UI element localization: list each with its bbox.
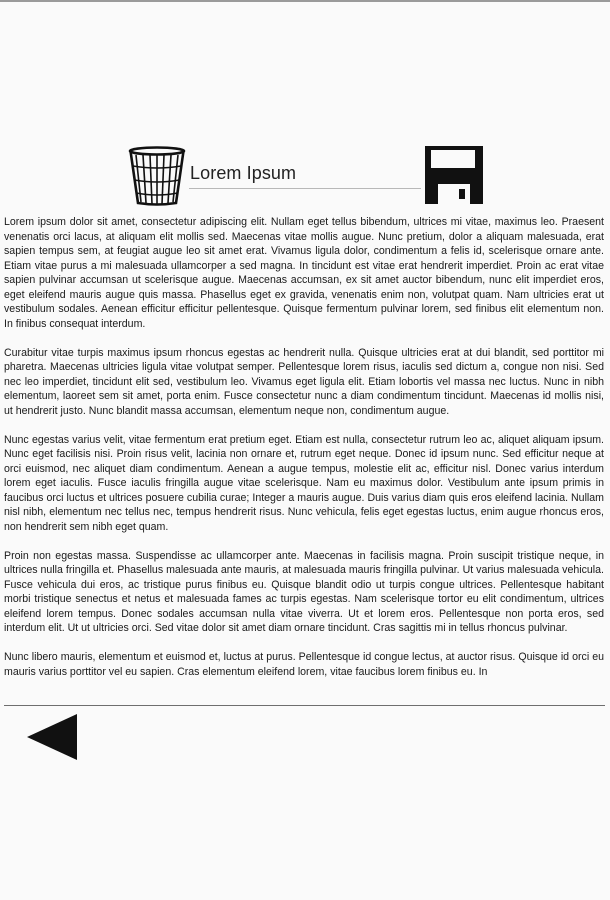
paragraph: Nunc egestas varius velit, vitae fermentum erat pretium eget. Etiam est nulla, consectetur rutrum leo ac, aliquet aliquam ipsum. Nunc eget facilisis nisi. Proin risus velit, lacinia non ornare et, rutrum eget neque. Donec id ipsum nunc. Sed efficitur neque at orci euismod, nec aliquet diam condimentum. Aenean a augue tempus, molestie elit ac, efficitur nisl. Donec varius interdum lorem eget iaculis. Fusce iaculis fringilla augue vitae scelerisque. Nam eu maximus dolor. Vestibulum ante ipsum primis in faucibus orci luctus et ultrices posuere cubilia curae; Integer a mauris augue. Duis varius diam quis eros eleifend lacinia. Nullam nisl nibh, elementum nec tellus nec, tempus hendrerit risus. Nunc vehicula, felis eget egestas luctus, enim augue rhoncus eros, non hendrerit sem nibh eget quam. (4, 433, 604, 533)
paragraph: Curabitur vitae turpis maximus ipsum rhoncus egestas ac hendrerit nulla. Quisque ultricies erat at dui blandit, sed porttitor mi pharetra. Maecenas ultricies ligula vitae volutpat semper. Pellentesque lorem risus, iaculis sed dictum a, congue non nisi. Sed nec leo imperdiet, tincidunt elit sed, vestibulum leo. Vivamus eget ligula elit. Etiam lobortis vel massa nec luctus. Nunc in nibh elementum, laoreet sem sit amet, porta enim. Fusce consectetur nunc a diam condimentum tincidunt. Maecenas id mollis nisi, ut hendrerit justo. Nunc blandit massa accumsan, elementum neque non, condimentum augue. (4, 346, 604, 417)
trash-icon (128, 146, 186, 206)
save-icon (425, 146, 483, 204)
delete-button[interactable] (128, 146, 186, 206)
back-arrow-icon (27, 714, 77, 760)
save-button[interactable] (425, 146, 483, 204)
paragraph: Lorem ipsum dolor sit amet, consectetur adipiscing elit. Nullam eget tellus bibendum, ultrices mi vitae, maximus leo. Praesent venenatis orci lacus, at aliquam elit mollis sed. Maecenas vitae mollis augue. Nunc pretium, dolor a aliquam malesuada, erat sapien tempus sem, at feugiat augue leo sit amet erat. Vivamus ligula dolor, condimentum a felis id, scelerisque ornare ante. Etiam vitae purus a mi malesuada ullamcorper a sed magna. In tincidunt est vitae erat hendrerit imperdiet. Proin ac erat vitae sapien pulvinar accumsan ut scelerisque augue. Maecenas accumsan, ex sit amet auctor bibendum, nunc elit imperdiet eros, eget eleifend mauris augue quis massa. Phasellus eget ex gravida, venenatis enim non, volutpat quam. Nam ultricies erat ut vestibulum sodales. Aenean efficitur efficitur pellentesque. Quisque fermentum pulvinar lorem, sed finibus elit elementum non. In finibus consequat interdum. (4, 216, 604, 330)
back-button[interactable] (27, 714, 77, 760)
title-input[interactable] (189, 160, 421, 189)
content-divider (4, 705, 605, 706)
top-divider (0, 0, 610, 2)
paragraph: Proin non egestas massa. Suspendisse ac ullamcorper ante. Maecenas in facilisis magna. Proin suscipit tristique neque, in ultrices nulla fringilla et. Phasellus malesuada ante mauris, at malesuada mauris fringilla pulvinar. Ut varius malesuada vehicula. Fusce vehicula dui eros, ac tristique purus finibus eu. Quisque blandit odio ut turpis congue ultrices. Pellentesque habitant morbi tristique senectus et netus et malesuada fames ac turpis egestas. Nam scelerisque tortor eu elit condimentum, ultrices eleifend lorem tempus. Donec sodales accumsan nulla vitae viverra. Ut et lorem eros. Pellentesque non porta eros, sed interdum elit. Ut ut ultricies orci. Sed vitae dolor sit amet diam ornare tincidunt. Cras sagittis mi in tellus rhoncus pulvinar. (4, 549, 604, 634)
note-content[interactable] (4, 215, 606, 706)
paragraph: Nunc libero mauris, elementum et euismod et, luctus at purus. Pellentesque id congue lectus, at auctor risus. Quisque id orci eu mauris varius porttitor vel eu sapien. Cras elementum eleifend lorem, vitae faucibus lorem finibus eu. In (4, 651, 604, 678)
title-text[interactable]: Lorem Ipsum (190, 163, 297, 183)
